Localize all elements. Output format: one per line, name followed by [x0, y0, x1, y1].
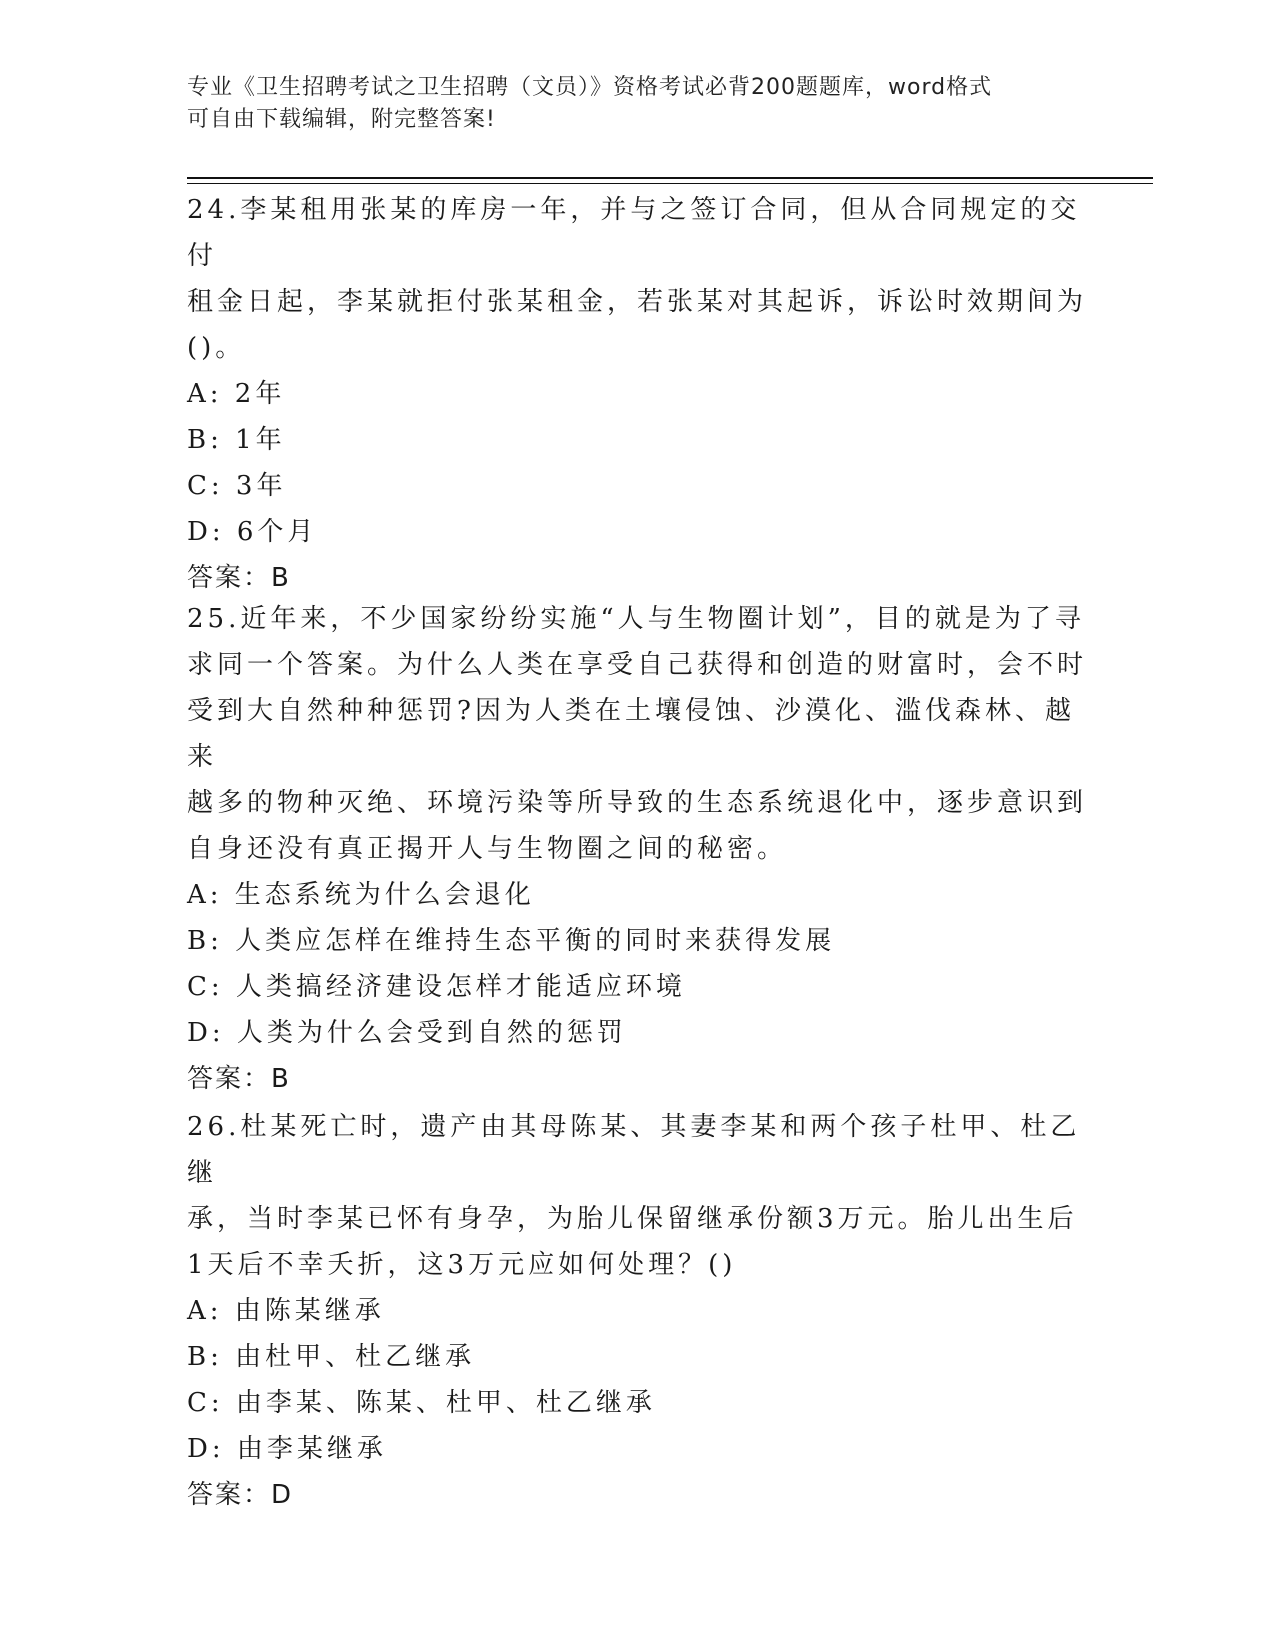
header-rule-thick	[187, 177, 1153, 179]
option-c: C: 人类搞经济建设怎样才能适应环境	[187, 972, 686, 1002]
option-d: D: 人类为什么会受到自然的惩罚	[187, 1018, 627, 1048]
question-24	[187, 187, 1087, 601]
option-a: A: 由陈某继承	[187, 1296, 385, 1326]
option-d: D: 由李某继承	[187, 1434, 387, 1464]
question-text-line: 自身还没有真正揭开人与生物圈之间的秘密。	[187, 834, 788, 864]
question-text-line: 租金日起，李某就拒付张某租金，若张某对其起诉，诉讼时效期间为	[187, 287, 1088, 317]
question-text-line: 受到大自然种种惩罚?因为人类在土壤侵蚀、沙漠化、滥伐森林、越来	[187, 696, 1075, 772]
question-text-line: 26.杜某死亡时，遗产由其母陈某、其妻李某和两个孩子杜甲、杜乙继	[187, 1112, 1081, 1188]
option-b: B: 1年	[187, 425, 286, 455]
question-25	[187, 596, 1087, 1102]
answer: 答案：B	[187, 563, 291, 593]
question-text-line: 24.李某租用张某的库房一年，并与之签订合同，但从合同规定的交付	[187, 195, 1081, 271]
header-rule-thin	[187, 183, 1153, 184]
option-c: C: 由李某、陈某、杜甲、杜乙继承	[187, 1388, 656, 1418]
answer: 答案：B	[187, 1064, 291, 1094]
question-text-line: 25.近年来，不少国家纷纷实施“人与生物圈计划”，目的就是为了寻	[187, 604, 1085, 634]
question-text-line: 承，当时李某已怀有身孕，为胎儿保留继承份额3万元。胎儿出生后	[187, 1204, 1078, 1234]
document-header	[187, 72, 1077, 136]
answer: 答案：D	[187, 1480, 294, 1510]
question-26	[187, 1104, 1087, 1518]
option-b: B: 由杜甲、杜乙继承	[187, 1342, 476, 1372]
option-c: C: 3年	[187, 471, 287, 501]
question-text-line: 越多的物种灭绝、环境污染等所导致的生态系统退化中，逐步意识到	[187, 788, 1088, 818]
question-text-line: 1天后不幸夭折，这3万元应如何处理？()	[187, 1250, 737, 1280]
option-a: A: 生态系统为什么会退化	[187, 880, 535, 910]
header-line-1: 专业《卫生招聘考试之卫生招聘（文员）》资格考试必背200题题库，word格式	[187, 75, 993, 100]
option-a: A: 2年	[187, 379, 286, 409]
question-text-line: ()。	[187, 333, 246, 363]
header-line-2: 可自由下载编辑，附完整答案!	[187, 107, 496, 132]
question-text-line: 求同一个答案。为什么人类在享受自己获得和创造的财富时，会不时	[187, 650, 1088, 680]
option-d: D: 6个月	[187, 517, 318, 547]
option-b: B: 人类应怎样在维持生态平衡的同时来获得发展	[187, 926, 836, 956]
